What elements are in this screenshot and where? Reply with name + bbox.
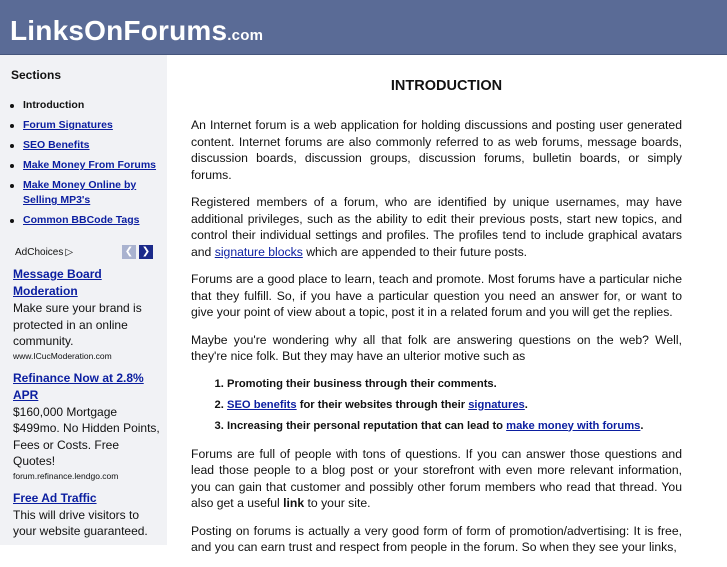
list-item: 1. Promoting their business through their comments.: [227, 376, 682, 392]
adchoices-label: AdChoices: [15, 247, 64, 258]
paragraph-learn: Forums are a good place to learn, teach and promote. Most forums have a particular niche that they fulfill. So, if you have a particular question you need an answer for, or want to give your point of view about a topic, post it in a related forum and you will get the replies.: [191, 272, 682, 319]
nav-link-seo-benefits[interactable]: SEO Benefits: [23, 139, 90, 151]
adchoices-row: [13, 244, 163, 264]
logo-main: LinksOnForums: [10, 15, 228, 46]
site-header: [0, 0, 727, 55]
ad-url[interactable]: www.ICucModeration.com: [13, 350, 112, 361]
nav-item-selling-mp3[interactable]: [8, 178, 158, 208]
sidebar: [0, 55, 167, 545]
ad-title-link[interactable]: Message Board Moderation: [13, 267, 102, 298]
ad-title-link[interactable]: Free Ad Traffic: [13, 490, 97, 505]
nav-link-selling-mp3[interactable]: Make Money Online by Selling MP3's: [23, 179, 137, 206]
text-span: for their websites through their: [296, 398, 469, 411]
ad-title-link[interactable]: Refinance Now at 2.8% APR: [13, 370, 144, 402]
ad-body: $160,000 Mortgage $499mo. No Hidden Points, Fees or Costs. Free Quotes!: [13, 404, 160, 468]
ad-item: [13, 370, 163, 482]
text-span: to your site.: [304, 496, 371, 510]
ad-block: [13, 244, 163, 540]
paragraph-posting: Posting on forums is actually a very good form of form of promotion/advertising: It is free, and you can earn trust and respect from people in the forum. So when they see your links,: [191, 523, 682, 554]
signature-blocks-link[interactable]: signature blocks: [214, 244, 303, 259]
nav-item-label: Introduction: [23, 99, 85, 111]
nav-item-introduction: [8, 98, 158, 113]
paragraph-motive: Maybe you're wondering why all that folk are answering questions on the web? Well, they're nice folk. But they may have an ulterior motive such as: [191, 332, 682, 363]
list-item: [227, 418, 682, 434]
article-body: [191, 117, 682, 567]
nav-item-forum-signatures[interactable]: [8, 118, 158, 133]
logo-suffix: .com: [227, 27, 264, 44]
paragraph-questions: [191, 446, 682, 512]
nav-link-forum-signatures[interactable]: Forum Signatures: [23, 119, 113, 131]
ad-body: This will drive visitors to your website guaranteed.: [13, 507, 148, 538]
nav-item-make-money[interactable]: [8, 158, 158, 173]
text-span: Increasing their personal reputation that can lead to: [227, 419, 507, 432]
ad-item: [13, 490, 163, 540]
text-span: Registered members of a forum, who are identified by unique usernames, may have additional privileges, such as the ability to edit their previous posts, start new topics, and control their individual settings and profiles. The profiles tend to include graphical avatars and: [191, 195, 682, 259]
signatures-link[interactable]: signatures: [468, 398, 525, 411]
nav-item-bbcode[interactable]: [8, 213, 158, 228]
list-item: [227, 397, 682, 413]
motive-list: [191, 376, 682, 434]
ad-prev-arrow-icon[interactable]: ❮: [122, 245, 136, 259]
ad-item: [13, 266, 163, 362]
site-logo[interactable]: [10, 14, 263, 53]
ad-body: Make sure your brand is protected in an online community.: [13, 301, 142, 348]
text-span: Forums are full of people with tons of questions. If you can answer those questions and lead those people to a blog post or your storefront with even more relevant information, you can gain that customer and possibly other forum members who read that thread. You also get a useful: [191, 446, 682, 510]
text-span: which are appended to their future posts.: [302, 244, 528, 259]
seo-benefits-link[interactable]: SEO benefits: [227, 398, 297, 411]
make-money-link[interactable]: make money with forums: [506, 419, 641, 432]
ad-url[interactable]: forum.refinance.lendgo.com: [13, 470, 119, 481]
adchoices-link[interactable]: [15, 247, 73, 258]
ad-next-arrow-icon[interactable]: ❯: [139, 245, 153, 259]
page-title: INTRODUCTION: [390, 78, 503, 94]
text-span: .: [640, 419, 644, 432]
adchoices-icon: ▷: [65, 247, 74, 258]
bold-link-word: link: [283, 496, 305, 510]
paragraph-members: [191, 194, 682, 260]
sections-title: Sections: [11, 68, 62, 82]
nav-link-bbcode[interactable]: Common BBCode Tags: [23, 214, 140, 226]
paragraph-intro: An Internet forum is a web application for holding discussions and posting user generated content. Internet forums are also commonly referred to as web forums, message boards, discussion boards, discussion groups, discussion forums, bulletin boards, or simply forums.: [191, 118, 682, 182]
sections-nav: [8, 98, 158, 233]
nav-link-make-money[interactable]: Make Money From Forums: [23, 159, 157, 171]
text-span: .: [524, 398, 528, 411]
nav-item-seo-benefits[interactable]: [8, 138, 158, 153]
